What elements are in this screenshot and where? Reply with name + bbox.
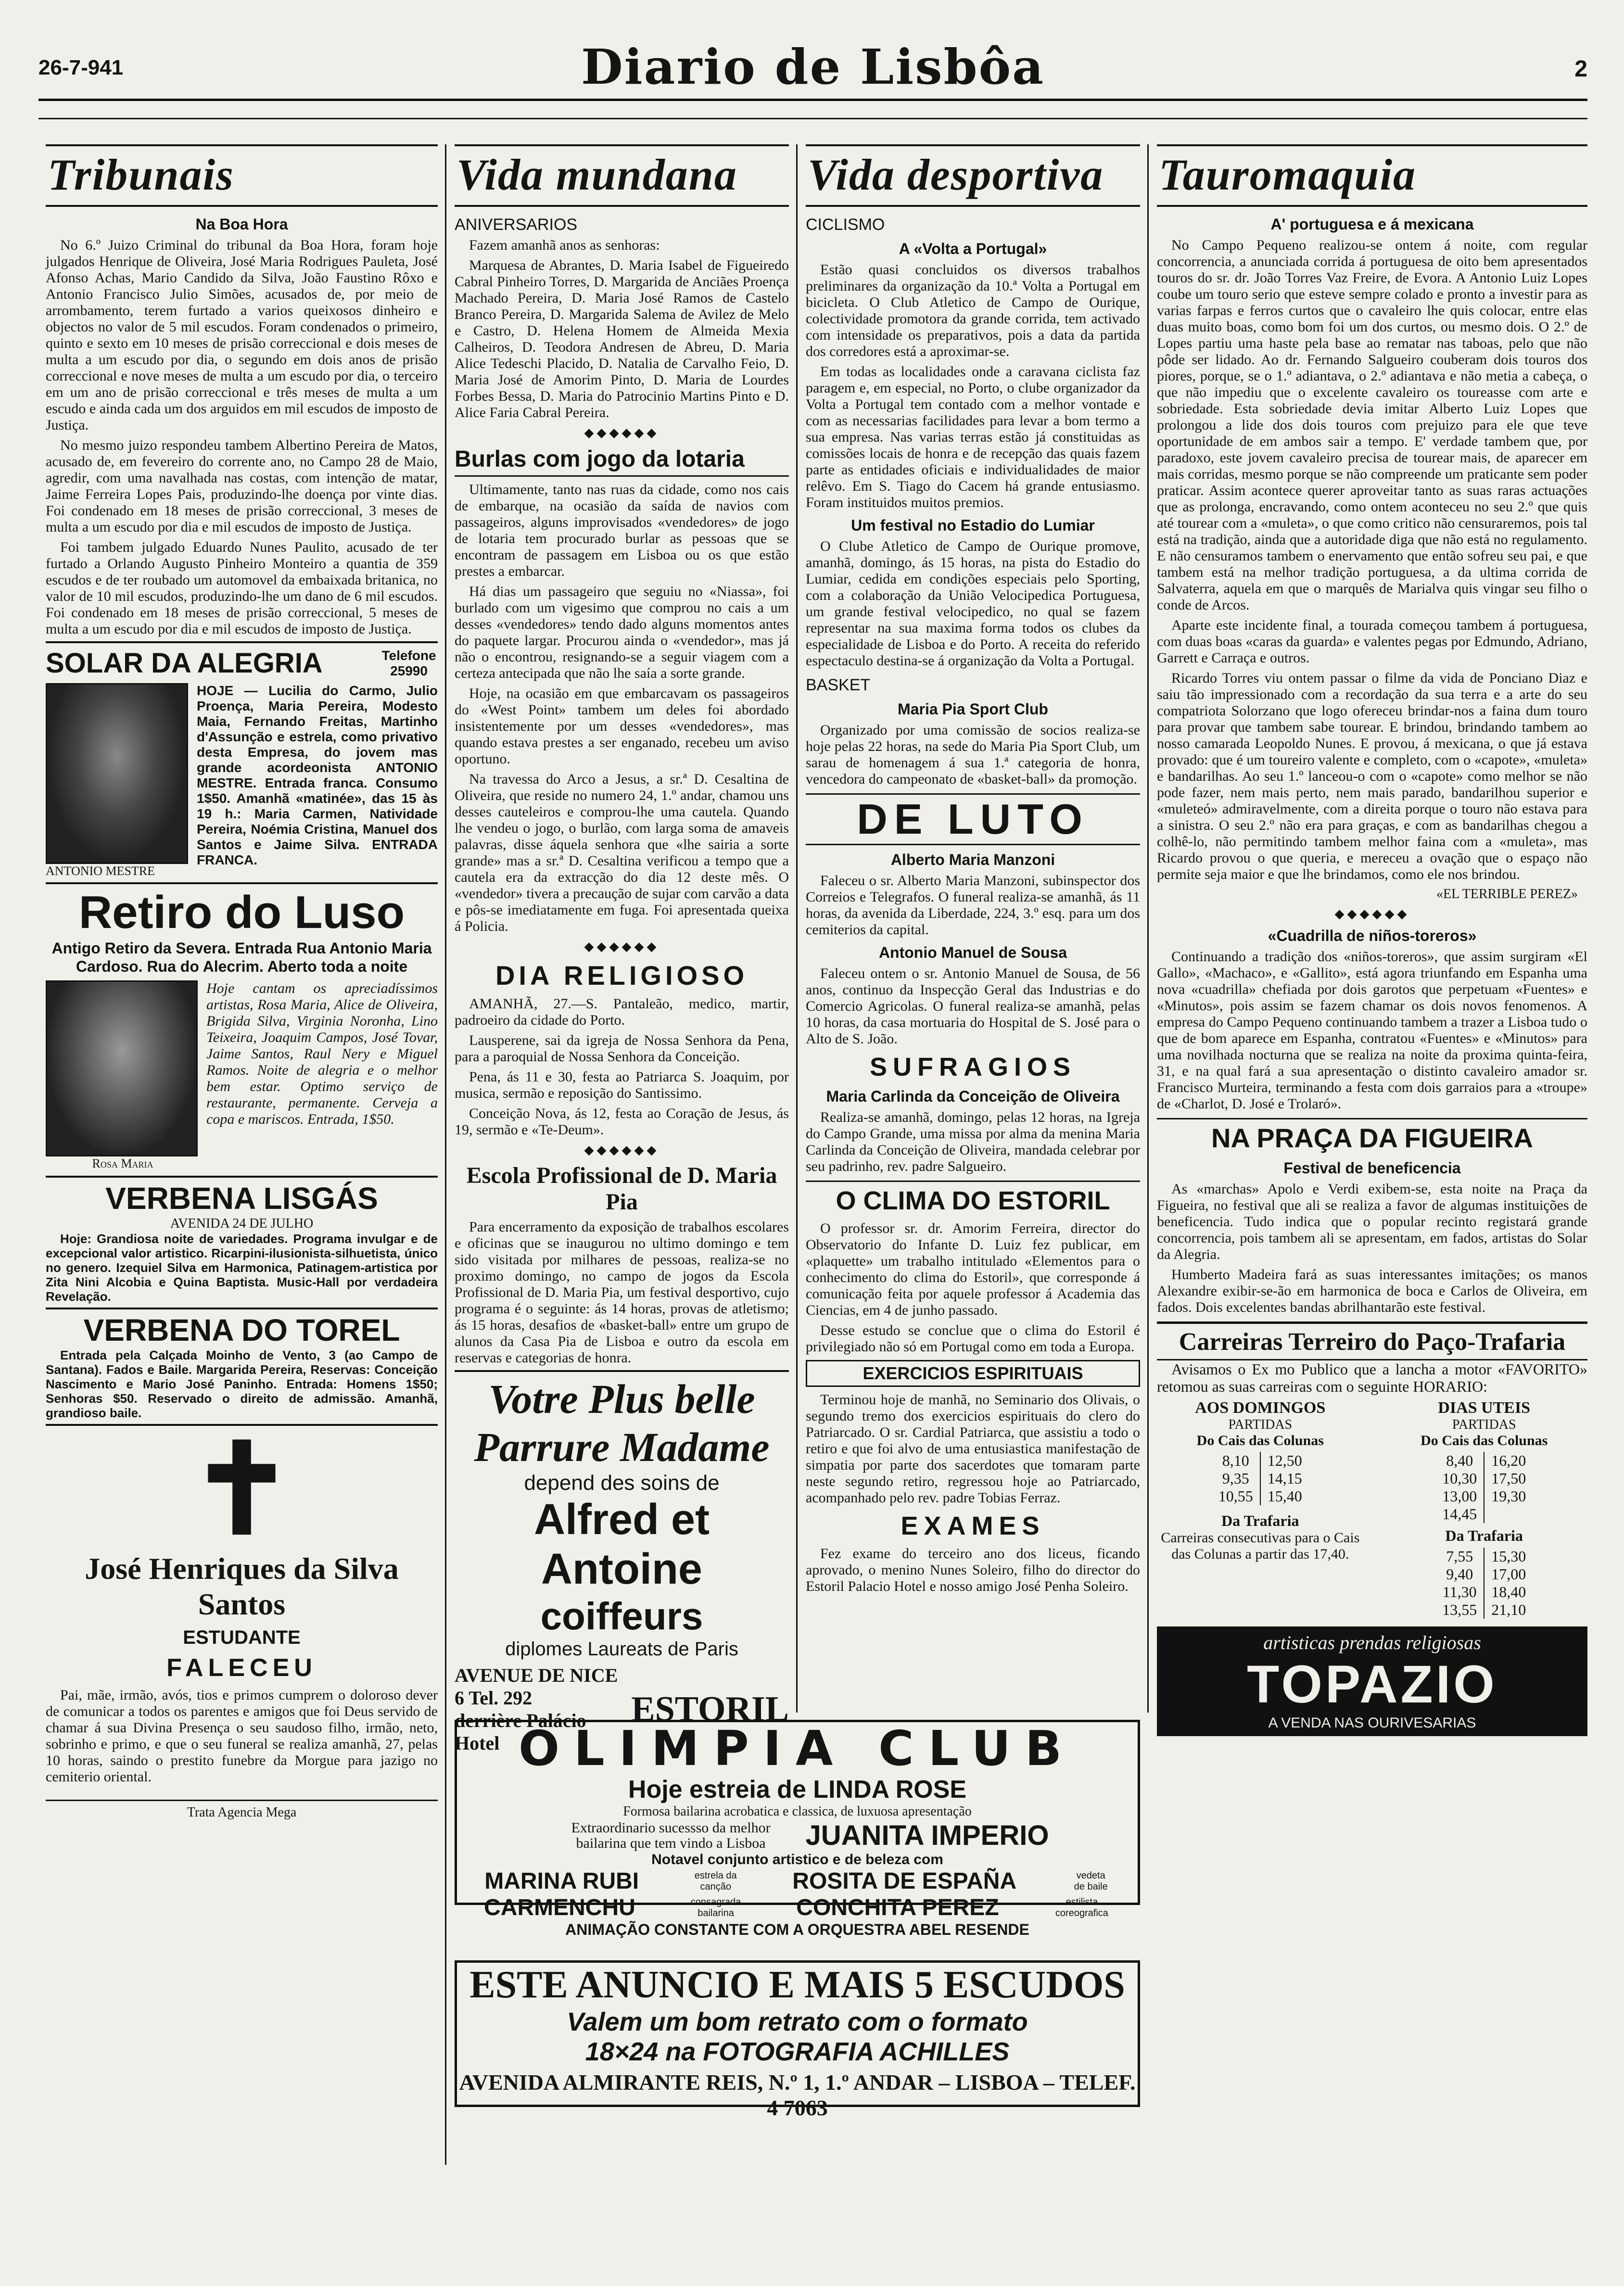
paragraph: Organizado por uma comissão de socios realiza-se hoje pelas 22 horas, na sede do Maria Pia Sport Club, um sarau de homenagem á sua 1.ª categoria de honra, vencedora do campeonato de «basket-ball» da promoção. [806, 722, 1140, 787]
cross-icon: ✝ [189, 1422, 294, 1560]
obit-role: ESTUDANTE [183, 1627, 301, 1648]
schedule-time: 13,00 [1435, 1487, 1484, 1505]
schedule-heading: DIAS UTEIS [1438, 1399, 1531, 1417]
schedule-row [1435, 1601, 1533, 1619]
olimpia-line: Notavel conjunto artistico e de beleza com [651, 1852, 943, 1867]
photo-caption: Rosa Maria [92, 1156, 153, 1170]
olimpia-role: vedeta de baile [1074, 1870, 1108, 1892]
subhead-maria-carlinda: Maria Carlinda da Conceição de Oliveira [826, 1088, 1120, 1105]
schedule-row [1435, 1505, 1533, 1523]
page-number: 2 [1574, 56, 1587, 82]
achilles-line: Valem um bom retrato com o formato [567, 2007, 1028, 2036]
alfred-line: Alfred et Antoine [533, 1496, 710, 1593]
paragraph: Humberto Madeira fará as suas interessantes imitações; os manos Alexandre exibir-se-ão em harmonica de boca e Carlos de Oliveira, em fados. Dois excelentes bandas abrilhantarão este festival. [1157, 1267, 1587, 1315]
section-header-vida-mundana: Vida mundana [455, 144, 789, 207]
masthead [34, 38, 1592, 95]
schedule-time: 14,15 [1267, 1470, 1302, 1487]
subhead-maria-pia: Maria Pia Sport Club [898, 700, 1048, 718]
headline-de-luto: DE LUTO [806, 793, 1140, 845]
paragraph: Faleceu o sr. Alberto Maria Manzoni, subinspector dos Correios e Telegrafos. O funeral realiza-se amanhã, ás 11 horas, da avenida da Liberdade, 224, 3.º esq. para um dos cemiterios da capital. [806, 873, 1140, 938]
carreiras-intro: Avisamos o Ex mo Publico que a lancha a motor «FAVORITO» retomou as suas carreiras com o seguinte HORARIO: [1157, 1360, 1587, 1395]
newspaper-title: Diario de Lisbôa [581, 38, 1045, 95]
schedule-row [1212, 1487, 1309, 1505]
schedule-time: 10,55 [1212, 1487, 1260, 1505]
paragraph: Continuando a tradição dos «niños-toreros», que assim surgiram «El Gallo», «Machaco», e «Gallito», está agora triunfando em Espanha uma nova «cuadrilla» chefiada por dois garotos que perpetuam «Fuentes» e «Minutos», pois assim se fazem chamar os dois novos fenomenos. A empresa do Campo Pequeno continuando tambem a trazer a Lisboa tudo o que de bom aparece em Espanha, contratou «Fuentes» e «Minutos» para uma novilhada nocturna que se realiza na noite da proxima quinta-feira, 31, e na qual fará a sua apresentação o distinto cavaleiro amador sr. Francisco Murteira, terminando a festa com dois garraios para a «troupe» de «Charlot, D. José e Trolaró». [1157, 949, 1587, 1112]
schedule-row [1435, 1583, 1533, 1601]
paragraph: AMANHÃ, 27.—S. Pantaleão, medico, martir, padroeiro da cidade do Porto. [455, 996, 789, 1028]
obit-name: José Henriques da Silva Santos [85, 1551, 399, 1621]
achilles-ad [455, 1960, 1140, 2120]
schedule-time: 14,45 [1435, 1505, 1484, 1523]
paragraph: Desse estudo se conclue que o clima do Estoril é privilegiado não só em Portugal como em toda a Europa. [806, 1322, 1140, 1355]
schedule-time: 17,50 [1491, 1470, 1526, 1487]
verbena-lisgas-ad [46, 1176, 438, 1304]
schedule-time: 8,10 [1212, 1452, 1260, 1470]
achilles-address: AVENIDA ALMIRANTE REIS, N.º 1, 1.º ANDAR – LISBOA – TELEF. 4 7063 [459, 2070, 1136, 2120]
subhead-manzoni: Alberto Maria Manzoni [890, 851, 1055, 868]
retiro-ad [46, 882, 438, 1171]
schedule-sub: PARTIDAS [1228, 1417, 1293, 1432]
headline-clima-estoril: O CLIMA DO ESTORIL [806, 1181, 1140, 1216]
schedule-row [1435, 1565, 1533, 1583]
paragraph: No Campo Pequeno realizou-se ontem á noite, com regular concorrencia, a anunciada corrida á portuguesa de oito bem apresentados touros do sr. dr. João Torres Vaz Freire, de Evora. A Antonio Luiz Lopes coube um touro serio que esteve sempre colado e pronto a investir para as varias farpas e ferros curtos que o cavaleiro lhe quis colocar, entre elas duas muito boas, como bom foi um dos curtos, ou mesmo dois. O 2.º de Lopes partiu uma haste pela base ao rematar nas taboas, pelo que não pôde ser lidado. Ao dr. Fernando Salgueiro couberam dois touros dos piores, porque, se o 1.º adiantava, o 2.º adiantava e não metia a cabeça, o que não impediu que o excelente cavaleiro os toureasse com arte e sobriedade. Esta sobriedade devia imitar Alberto Luiz Lopes que prolongou a lide dos dois touros com prejuizo para ele que teve oportunidade de em ambos sair a tempo. E' verdade tambem que, por paradoxo, este jovem cavaleiro precisa de tourear mais, de aparecer em mais corridas, mesmo porque se não compreende um praticante sem poder praticar. Assim acontece querer aproveitar tanto as suas raras actuações que as prolonga, encravando, como ontem aconteceu no seu 2.º que quis até tourear com a «muleta», o que como critico não censuraremos, pois tal está na tradição, ainda que a autoridade diga que não está no regulamento. E não censuramos tambem o enervamento que então sofreu seu pai, e que tambem está na melhor tradição portuguesa, a da ultima corrida de Salvaterra, aquela em que o marquês de Marialva quis vingar seu filho o conde de Arcos. [1157, 237, 1587, 613]
headline-burlas: Burlas com jogo da lotaria [455, 446, 789, 477]
topazio-top: artisticas prendas religiosas [1263, 1632, 1481, 1653]
olimpia-artist: CARMENCHU [484, 1895, 635, 1920]
schedule-row [1212, 1470, 1309, 1487]
obit-text: Pai, mãe, irmão, avós, tios e primos cumprem o doloroso dever de comunicar a todos os parentes e amigos que foi Deus servido de chamar á sua Divina Presença o seu saudoso filho, irmão, neto, sobrinho e primo, e que o seu funeral se realiza amanhã, 27, pelas 10 horas, saindo o prestito funebre da Morgue para jazigo no cemiterio oriental. [46, 1687, 438, 1785]
obit-status: FALECEU [166, 1654, 317, 1682]
schedule-time: 21,10 [1491, 1601, 1526, 1618]
antonio-mestre-photo [46, 683, 188, 864]
schedule-row [1435, 1487, 1533, 1505]
subhead-cuadrilla: «Cuadrilla de niños-toreros» [1268, 927, 1477, 944]
alfred-estoril: ESTORIL [631, 1689, 789, 1729]
traf-text: Carreiras consecutivas para o Cais das Colunas a partir das 17,40. [1161, 1530, 1360, 1562]
alfred-line: diplomes Laureats de Paris [505, 1638, 738, 1660]
schedule-table-uteis [1435, 1452, 1533, 1523]
topazio-name: TOPAZIO [1247, 1655, 1497, 1714]
verbena-torel-ad [46, 1308, 438, 1420]
retiro-name: Retiro do Luso [78, 887, 405, 938]
paragraph: Ricardo Torres viu ontem passar o filme da vida de Ponciano Diaz e saiu tão impressionado com a recordação da sua terra e a arte do seu compatriota Solorzano que logo ofereceu brindar-nos a faina dum touro para provar que tambem sabe tourear. E brindou, brindando tambem ao nosso camarada Leopoldo Nunes. E provou, á mexicana, o que já estava provado: que é um toureiro valente e completo, com o «capote», «muleta» e bandarilhas. Ao seu 1.º lanceou-o com o «capote» como melhor se não pode fazer, nem mais perto, nem mais parado, bandarilhou superior e «muleteó» admiravelmente, com a direita porque o touro não estava para a sinistra. O seu 2.º não era para graças, e com as bandarilhas chegou a colhê-lo, não permitindo tambem melhor faina com a «muleta», mas Ricardo provou o que queria, e mereceu a ovação que o espaço não permite seja maior e que lhe brindamos, como ele nos brindou. [1157, 670, 1587, 882]
schedule-row [1435, 1452, 1533, 1470]
verbena-torel-text: Entrada pela Calçada Moinho de Vento, 3 (ao Campo de Santana). Fados e Baile. Margarida Pereira, Reservas: Conceição Nascimento e Mario José Paninho. Entrada: Homens 1$50; Senhoras $50. Reservado o direito de admissão. Amanhã, grandioso baile. [46, 1348, 438, 1420]
paragraph: No 6.º Juizo Criminal do tribunal da Boa Hora, foram hoje julgados Henrique de Oliveira, José Maria Rodrigues Pauleta, José Afonso Achas, Mario Candido da Silva, João Faustino Rôxo e Antonio Francisco Julio Simões, acusados de, por meio de arrombamento, terem furtado a varios queixosos dinheiro e objectos no valor de 5 mil escudos. Foram condenados o primeiro, quinto e sexto em 10 meses de prisão correccional e dois meses de multa a um escudo por dia, o segundo em dois anos de prisão correccional e nove meses de multa a um escudo por dia, o terceiro em um ano de prisão correccional e três meses de multa a um escudo e ainda cada um dos arguidos em mil escudos de imposto de Justiça. [46, 237, 438, 433]
olimpia-role: estilista coreografica [1055, 1896, 1108, 1918]
schedule-sub: Do Cais das Colunas [1421, 1433, 1548, 1448]
alfred-line: Votre Plus belle [488, 1376, 755, 1422]
solar-name: SOLAR DA ALEGRIA [46, 648, 323, 679]
schedule-time: 18,40 [1491, 1583, 1526, 1600]
schedule-time [1484, 1505, 1533, 1523]
section-header-tauromaquia: Tauromaquia [1157, 144, 1587, 207]
achilles-line: ESTE ANUNCIO E MAIS 5 ESCUDOS [469, 1964, 1125, 2006]
paragraph: Aparte este incidente final, a tourada começou tambem á portuguesa, com duas boas «caras da guarda» e valentes pegas por Edmundo, Adriano, Garrett e Carraça e outros. [1157, 617, 1587, 666]
label-basket: BASKET [806, 676, 871, 694]
schedule-time: 15,40 [1267, 1487, 1302, 1505]
paragraph: Faleceu ontem o sr. Antonio Manuel de Sousa, de 56 anos, continuo da Inspecção Geral das Industrias e do Comercio Agricolas. O funeral realiza-se amanhã, pelas 10 horas, da casa mortuaria do Hospital de S. José para o Alto de S. João. [806, 965, 1140, 1047]
author-signature: «EL TERRIBLE PEREZ» [1436, 887, 1578, 902]
paragraph: O Clube Atletico de Campo de Ourique promove, amanhã, domingo, ás 15 horas, na pista do Estadio do Lumiar, cedida em condições especiais pelo Sporting, com a colaboração da União Velocipedica Portuguesa, um grande festival velocipedico, no qual se fazem representar na sua maxima forma todos os clubes da especialidade de Lisboa e do Porto. A receita do referido espectaculo destina-se á organização da Volta a Portugal. [806, 538, 1140, 669]
paragraph: Pena, ás 11 e 30, festa ao Patriarca S. Joaquim, por musica, sermão e reposição do Santissimo. [455, 1069, 789, 1101]
alfred-antoine-ad [455, 1370, 789, 1754]
schedule-time: 7,55 [1435, 1548, 1484, 1565]
column-vida-desportiva [806, 144, 1140, 1713]
schedule-heading: Da Trafaria [1221, 1512, 1299, 1529]
paragraph: No mesmo juizo respondeu tambem Albertino Pereira de Matos, acusado de, em fevereiro do corrente ano, no Campo 28 de Maio, agredir, com uma navalhada nas costas, com intenção de matar, Jaime Ferreira Lopes Pais, produzindo-lhe doença por vinte dias. Foi condenado em 18 meses de prisão correccional, 3 meses de multa a um escudo por dia e mil escudos de imposto de Justiça. [46, 437, 438, 535]
schedule-time: 15,30 [1491, 1548, 1526, 1565]
headline-escola: Escola Profissional de D. Maria Pia [466, 1163, 777, 1215]
olimpia-role: consagrada bailarina [690, 1896, 741, 1918]
alfred-address: AVENUE DE NICE 6 Tel. 292 [455, 1664, 618, 1709]
olimpia-sub: Hoje estreia de LINDA ROSE [628, 1776, 967, 1803]
schedule-table-trafaria [1435, 1548, 1533, 1619]
subhead-festival: Festival de beneficencia [1283, 1159, 1461, 1177]
alfred-line: depend des soins de [524, 1471, 720, 1495]
section-header-tribunais: Tribunais [46, 144, 438, 207]
solar-phone: Telefone 25990 [381, 648, 436, 678]
paragraph: Fez exame do terceiro ano dos liceus, ficando aprovado, o menino Nunes Soleiro, filho do director do Estoril Palacio Hotel e nosso amigo José Penha Soleiro. [806, 1546, 1140, 1594]
schedule-time: 19,30 [1491, 1487, 1526, 1505]
olimpia-artist: ROSITA DE ESPAÑA [792, 1868, 1017, 1894]
paragraph: Terminou hoje de manhã, no Seminario dos Olivais, o segundo tremo dos exercicios espirituais do clero do Patriarcado. O sr. Cardial Patriarca, que assistiu a todo o retiro e que foi alvo de uma entusiastica manifestação de simpatia por parte dos sacerdotes que tomaram parte neste segundo retiro, regressou hoje ao Patriarcado, acompanhado pelo rev. padre Tobias Ferraz. [806, 1392, 1140, 1506]
photo-caption: ANTONIO MESTRE [46, 864, 155, 878]
paragraph: Ultimamente, tanto nas ruas da cidade, como nos cais de embarque, na ocasião da saída de navios com passageiros, alguns improvisados «vendedores» de jogo de lotaria tem procurado burlar as pessoas que se encontram de passagem em Lisboa ou os que estão prestes a embarcar. [455, 482, 789, 579]
schedule-time: 9,40 [1435, 1565, 1484, 1583]
schedule-time: 10,30 [1435, 1470, 1484, 1487]
paragraph: Marquesa de Abrantes, D. Maria Isabel de Figueiredo Cabral Pinheiro Torres, D. Margarida de Anciães Proença Machado Pereira, D. Maria José Ramos de Castelo Branco Pereira, D. Margarida Salema de Avilez de Melo e Castro, D. Helena Homem de Almeida Mexia Calheiros, D. Teodora Andresen de Abreu, D. Maria Alice Tedeschi Placido, D. Natalia de Carvalho Feio, D. Maria José de Amorim Pinto, D. Maria de Lourdes Forbes Bessa, D. Maria do Patrocinio Martins Pinto e D. Alice Faria Cabral Pereira. [455, 257, 789, 420]
schedule-time: 9,35 [1212, 1470, 1260, 1487]
schedule-heading: Da Trafaria [1445, 1527, 1523, 1544]
retiro-sub: Antigo Retiro da Severa. Entrada Rua Antonio Maria Cardoso. Rua do Alecrim. Aberto toda a noite [51, 940, 432, 975]
olimpia-role: estrela da canção [694, 1870, 737, 1892]
paragraph: Hoje, na ocasião em que embarcavam os passageiros do «West Point» tambem um deles foi abordado insistentemente por um desses «vendedores», mas quando estava prestes a ser enganado, recebeu um aviso oportuno. [455, 686, 789, 767]
solar-text: HOJE — Lucilia do Carmo, Julio Proença, Maria Pereira, Modesto Maia, Fernando Freitas, Martinho d'Assunção e estrela, como privativo desta Empresa, do jovem mas grande acordeonista ANTONIO MESTRE. Entrada franca. Consumo 1$50. Amanhã «matinée», das 15 às 19 h.: Maria Carmen, Natividade Pereira, Noémia Cristina, Manuel dos Santos e Jaime Silva. ENTRADA FRANCA. [197, 683, 438, 867]
olimpia-artist: MARINA RUBI [484, 1868, 639, 1894]
headline-exames: EXAMES [901, 1511, 1045, 1540]
section-header-vida-desportiva: Vida desportiva [806, 144, 1140, 207]
achilles-line: 18×24 na FOTOGRAFIA ACHILLES [585, 2037, 1010, 2066]
paragraph: Há dias um passageiro que seguiu no «Niassa», foi burlado com um vigesimo que comprou no cais a um desses «vendedores» tendo dado alguns momentos antes do paquete largar. Procurou ainda o «vendedor», mas já não o encontrou, resignando-se a seguir viagem com a certeza antecipada que não lhe saía a sorte grande. [455, 584, 789, 681]
schedule-time: 13,55 [1435, 1601, 1484, 1619]
paragraph: Conceição Nova, ás 12, festa ao Coração de Jesus, ás 19, sermão e «Te-Deum». [455, 1105, 789, 1138]
paragraph: Fazem amanhã anos as senhoras: [469, 237, 660, 253]
verbena-lisgas-text: Hoje: Grandiosa noite de variedades. Programa invulgar e de excepcional valor artistico. Ricarpini-ilusionista-silhuetista, único no genero. Izequiel Silva em Harmonica, Patinagem-artistica por Zita Nini Alcobia e Quina Baptista. Music-Hall por verdadeira Revelação. [46, 1232, 438, 1304]
issue-date: 26-7-941 [38, 56, 124, 79]
olimpia-juanita: JUANITA IMPERIO [805, 1820, 1049, 1851]
verbena-lisgas-name: VERBENA LISGÁS [105, 1181, 378, 1216]
paragraph: Estão quasi concluidos os diversos trabalhos preliminares da organização da 10.ª Volta a Portugal em bicicleta. O Club Atletico de Campo de Ourique, colectividade promotora da grande corrida, tem activado com intensidade os preparativos, pois a data da partida dos corredores está a aproximar-se. [806, 262, 1140, 359]
alfred-address: derrière Palácio Hotel [455, 1710, 586, 1754]
olimpia-artist: CONCHITA PEREZ [796, 1895, 999, 1920]
alfred-line: coiffeurs [540, 1595, 703, 1638]
paragraph: O professor sr. dr. Amorim Ferreira, director do Observatorio do Infante D. Luiz fez publicar, em «plaquette» um trabalho intitulado «Elementos para o conhecimento do clima do Estoril», que corresponde á comunicação feita por aquele professor á Academia das Ciencias, em 4 de junho passado. [806, 1220, 1140, 1318]
schedule-time: 17,00 [1491, 1565, 1526, 1583]
solar-ad [46, 641, 438, 878]
paragraph: Em todas as localidades onde a caravana ciclista faz paragem e, em especial, no Porto, o clube organizador da Volta a Portugal tem contado com a melhor vontade e com as necessarias facilidades para levar a bom termo a sua empresa. Nas varias terras estão já constituidas as comissões locais de honra e de recepção das quais fazem parte as entidades oficiais e individualidades de maior relêvo. Em S. Tiago do Cacem há grande entusiasmo. Foram instituidos muitos premios. [806, 364, 1140, 510]
olimpia-line: Extraordinario sucessso da melhor bailarina que tem vindo a Lisboa [571, 1819, 771, 1851]
obituary [46, 1424, 438, 1820]
paragraph: As «marchas» Apolo e Verdi exibem-se, esta noite na Praça da Figueira, no festival que ali se realiza a favor de algumas instituições de beneficencia. Tudo indica que o popular recinto registará grande concorrencia, pois tambem ali se apresentam, em fados, artistas do Solar da Alegria. [1157, 1181, 1587, 1262]
schedule-time: 11,30 [1435, 1583, 1484, 1601]
column-divider [445, 144, 446, 2165]
label-aniversarios: ANIVERSARIOS [455, 216, 578, 234]
schedule-row [1435, 1548, 1533, 1565]
schedule-sub: PARTIDAS [1452, 1417, 1516, 1432]
paragraph: Realiza-se amanhã, domingo, pelas 12 horas, na Igreja do Campo Grande, uma missa por alma da menina Maria Carlinda da Conceição de Oliveira, mandada celebrar por seu padrinho, rev. padre Salgueiro. [806, 1109, 1140, 1174]
schedule-table-domingos [1212, 1452, 1309, 1505]
schedule-row [1212, 1452, 1309, 1470]
column-tribunais [46, 144, 438, 2227]
paragraph: Foi tambem julgado Eduardo Nunes Paulito, acusado de ter furtado a Orlando Augusto Pinheiro Monteiro a quantia de 359 escudos e de ter roubado um automovel da embaixada britanica, no valor de 10 mil escudos, produzindo-lhe um dano de 6 mil escudos. Foi condenado em 18 meses de prisão correccional, 5 meses de multa a um escudo por dia e mil escudos de imposto de Justiça. [46, 539, 438, 637]
retiro-text: Hoje cantam os apreciadíssimos artistas, Rosa Maria, Alice de Oliveira, Brigida Silva, Virginia Noronha, Lino Teixeira, Joaquim Campos, José Tovar, Jaime Santos, Raul Nery e Miguel Ramos. Noite de alegria e o melhor bem estar. Optimo serviço de restaurante, permanente. Cerveja a copa e mariscos. Entrada, 1$50. [206, 980, 438, 1127]
column-divider [796, 144, 798, 1713]
olimpia-line: Formosa bailarina acrobatica e classica, de luxuosa apresentação [623, 1804, 972, 1819]
schedule-row [1435, 1470, 1533, 1487]
paragraph: Lausperene, sai da igreja de Nossa Senhora da Pena, para a paroquial de Nossa Senhora da Conceição. [455, 1032, 789, 1065]
masthead-rule [38, 99, 1587, 101]
schedule-time: 16,20 [1491, 1452, 1526, 1469]
label-ciclismo: CICLISMO [806, 216, 885, 234]
schedule-time: 12,50 [1267, 1452, 1302, 1469]
carreiras-ad [1157, 1321, 1587, 1622]
column-vida-mundana: Vida mundana ANIVERSARIOS Fazem amanhã anos as senhoras: Marquesa de Abrantes, D. Maria Isabel de Figueiredo Cabral Pinheiro Torres, D. Margarida de Anciães Proença Machado Pereira, D. Maria José Ramos de Castelo Branco Pereira, D. Margarida Salema de Avilez de Melo e Castro, D. Helena Homem de Almeida Mexia Calheiros, D. Teodora Andresen de Abreu, D. Maria Alice Tedeschi Placido, D. Natalia de Carvalho Feio, D. Maria José de Amorim Pinto, D. Maria de Lourdes Forbes Bessa, D. Maria do Patrocinio Martins Pinto e D. Alice Faria Cabral Pereira. ◆◆◆◆◆◆ Burlas com jogo da lotaria Ultimamente, tanto nas ruas da cidade, como nos cais de embarque, na ocasião da saída de navios com passageiros, alguns improvisados «vendedores» de jogo de lotaria tem procurado burlar as pessoas que se encontram de passagem em Lisboa ou os que estão prestes a embarcar. Há dias um passageiro que seguiu no «Niassa», foi burlado com um vigesimo que comprou no cais a um desses «vendedores» tendo dado alguns momentos antes do paquete largar. Procurou ainda o «vendedor», mas já não o encontrou, resignando-se a seguir viagem com a certeza antecipada que não lhe saía a sorte grande. Hoje, na ocasião em que embarcavam os passageiros do «West Point» tambem um deles foi abordado insistentemente por um desses «vendedores», mas quando estava prestes a ser enganado, recebeu um aviso oportuno. Na travessa do Arco a Jesus, a sr.ª D. Cesaltina de Oliveira, que reside no numero 24, 1.º andar, chamou uns desses cauteleiros e comprou-lhe uma cautela. Quando lhe vendeu o jogo, o burlão, com larga soma de amaveis palavras, disse áquela senhora que «lhe sairia a sorte grande» mas a sr.ª D. Cesaltina verificou a tempo que a cautela era da extracção do dia 12 deste mês. O «vendedor» tivera a precaução de sujar com carvão a data e pôs-se imediatamente em fuga. Foi apresentada queixa á Policia. ◆◆◆◆◆◆ DIA RELIGIOSO AMANHÃ, 27.—S. Pantaleão, medico, martir, padroeiro da cidade do Porto. Lausperene, sai da igreja de Nossa Senhora da Pena, para a paroquial de Nossa Senhora da Conceição. Pena, ás 11 e 30, festa ao Patriarca S. Joaquim, por musica, sermão e reposição do Santissimo. Conceição Nova, ás 12, festa ao Coração de Jesus, ás 19, sermão e «Te-Deum». ◆◆◆◆◆◆ Escola Profissional de D. Maria Pia Para encerramento da exposição de trabalhos escolares e oficinas que se inaugurou no ultimo domingo e tem sido visitada por milhares de pessoas, realiza-se no proximo domingo, no campo de jogos da Escola Profissional de D. Maria Pia, um festival desportivo, cujo programa é o seguinte: ás 14 horas, provas de atletismo; ás 15 horas, desafios de «basket-ball» entre um grupo de alunos da Casa Pia de Lisboa e outro da escola em reservas e categorias de honra. Votre Plus belle Parrure Madame depend des soins de Alfred et Antoine coiffeurs diplomes Laureats de Paris AVENUE DE NICE 6 Tel. 292 derrière Palácio Hotel ESTORIL [455, 144, 789, 1713]
obit-agency: Trata Agencia Mega [46, 1800, 438, 1820]
subhead-lumiar: Um festival no Estadio do Lumiar [851, 517, 1095, 534]
top-border-rule [38, 118, 1587, 119]
paragraph: Para encerramento da exposição de trabalhos escolares e oficinas que se inaugurou no ultimo domingo e tem sido visitada por milhares de pessoas, realiza-se no proximo domingo, no campo de jogos da Escola Profissional de D. Maria Pia, um festival desportivo, cujo programa é o seguinte: ás 14 horas, provas de atletismo; ás 15 horas, desafios de «basket-ball» entre um grupo de alunos da Casa Pia de Lisboa e outro da escola em reservas e categorias de honra. [455, 1219, 789, 1366]
alfred-line: Parrure Madame [474, 1424, 770, 1470]
rosa-maria-photo [46, 980, 198, 1156]
headline-exercicios: EXERCICIOS ESPIRITUAIS [806, 1360, 1140, 1387]
carreiras-title: Carreiras Terreiro do Paço-Trafaria [1157, 1328, 1587, 1360]
verbena-lisgas-address: AVENIDA 24 DE JULHO [170, 1216, 314, 1231]
paragraph: Na travessa do Arco a Jesus, a sr.ª D. Cesaltina de Oliveira, que reside no numero 24, 1.º andar, chamou uns desses cauteleiros e comprou-lhe uma cautela. Quando lhe vendeu o jogo, o burlão, com larga soma de amaveis palavras, disse áquela senhora que «lhe sairia a sorte grande» mas a sr.ª D. Cesaltina verificou a tempo que a cautela era da extracção do dia 12 deste mês. O «vendedor» tivera a precaução de sujar com carvão a data e pôs-se imediatamente em fuga. Foi apresentada queixa á Policia. [455, 771, 789, 934]
headline-dia-religioso: DIA RELIGIOSO [495, 960, 749, 991]
subhead-sousa: Antonio Manuel de Sousa [878, 944, 1067, 961]
verbena-torel-name: VERBENA DO TOREL [83, 1313, 400, 1347]
subhead-boa-hora: Na Boa Hora [195, 216, 288, 233]
olimpia-club-ad [455, 1720, 1140, 1938]
headline-praca-figueira: NA PRAÇA DA FIGUEIRA [1157, 1118, 1587, 1154]
column-divider [1147, 144, 1149, 1713]
topazio-ad [1157, 1626, 1587, 1736]
topazio-bottom: A VENDA NAS OURIVESARIAS [1268, 1715, 1476, 1731]
subhead-portuguesa-mexicana: A' portuguesa e á mexicana [1270, 216, 1474, 233]
schedule-heading: AOS DOMINGOS [1195, 1399, 1326, 1417]
schedule-time: 8,40 [1435, 1452, 1484, 1470]
headline-sufragios: SUFRAGIOS [869, 1053, 1077, 1081]
olimpia-animation: ANIMAÇÃO CONSTANTE COM A ORQUESTRA ABEL RESENDE [565, 1921, 1029, 1938]
column-tauromaquia: Tauromaquia A' portuguesa e á mexicana No Campo Pequeno realizou-se ontem á noite, com regular concorrencia, a anunciada corrida á portuguesa de oito bem apresentados touros do sr. dr. João Torres Vaz Freire, de Evora. A Antonio Luiz Lopes coube um touro serio que esteve sempre colado e pronto a investir para as varias farpas e ferros curtos que o cavaleiro lhe quis colocar, entre elas duas muito boas, como bom foi um dos curtos, ou mesmo dois. O 2.º de Lopes partiu uma haste pela base ao rematar nas taboas, pelo que não pôde ser lidado. Ao dr. Fernando Salgueiro couberam dois touros dos piores, porque, se o 1.º adiantava, o 2.º adiantava e não metia a cabeça, o que não impediu que o excelente cavaleiro os toureasse com arte e sobriedade. Esta sobriedade devia imitar Alberto Luiz Lopes que prolongou a lide dos dois touros com prejuizo para ele que teve oportunidade de em ambos sair a tempo. E' verdade tambem que, por paradoxo, este jovem cavaleiro precisa de tourear mais, de aparecer em mais corridas, mesmo porque se não compreende um praticante sem poder praticar. Assim acontece querer aproveitar tanto as suas raras actuações que as prolonga, encravando, como ontem aconteceu no seu 2.º que quis até tourear com a «muleta», o que como critico não censuraremos, pois tal está na tradição, ainda que a autoridade diga que não está no regulamento. E não censuramos tambem o enervamento que então sofreu seu pai, e que tambem está na melhor tradição portuguesa, a da ultima corrida de Salvaterra, aquela em que o marquês de Marialva quis vingar seu filho o conde de Arcos. Aparte este incidente final, a tourada começou tambem á portuguesa, com duas boas «caras da guarda» e valentes pegas por Edmundo, Adriano, Garrett e Carraça e outros. Ricardo Torres viu ontem passar o filme da vida de Ponciano Diaz e saiu tão impressionado com a recordação da sua terra e a arte do seu compatriota Solorzano que logo ofereceu brindar-nos a faina dum touro para provar que tambem sabe tourear. E brindou, brindando tambem ao nosso camarada Leopoldo Nunes. E provou, á mexicana, o que já estava provado: que é um toureiro valente e completo, com o «capote», «muleta» e bandarilhas. Ao seu 1.º lanceou-o com o «capote» como melhor se não pode fazer, nem mais perto, nem mais parado, bandarilhou superior e «muleteó» admiravelmente, com a direita porque o touro não estava para a sinistra. O seu 2.º não era para graças, e com as bandarilhas chegou a colhê-lo, não permitindo tambem melhor faina com a «muleta», mas Ricardo provou o que queria, e mereceu a ovação que o espaço não permite seja maior e que lhe brindamos, como ele nos brindou. «EL TERRIBLE PEREZ» ◆◆◆◆◆◆ «Cuadrilla de niños-toreros» Continuando a tradição dos «niños-toreros», que assim surgiram «El Gallo», «Machaco», e «Gallito», está agora triunfando em Espanha uma nova «cuadrilla» chefiada por dois garotos que perpetuam «Fuentes» e «Minutos», pois assim se fazem chamar os dois novos fenomenos. A empresa do Campo Pequeno continuando tambem a trazer a Lisboa tudo o que de bom aparece em Espanha, contratou «Fuentes» e «Minutos» para uma novilhada nocturna que se realiza na noite da proxima quinta-feira, 31, e na qual fará a sua apresentação o distinto cavaleiro amador sr. Francisco Murteira, terminando a festa com dois garraios para a «troupe» de «Charlot, D. José e Trolaró». NA PRAÇA DA FIGUEIRA Festival de beneficencia As «marchas» Apolo e Verdi exibem-se, esta noite na Praça da Figueira, no festival que ali se realiza a favor de algumas instituições de beneficencia. Tudo indica que o popular recinto registará grande concorrencia, pois tambem ali se apresentam, em fados, artistas do Solar da Alegria. Humberto Madeira fará as suas interessantes imitações; os manos Alexandre exibir-se-ão em harmonica de boca e Carlos de Oliveira, em fados. Dois excelentes bandas abrilhantarão este festival. Carreiras Terreiro do Paço-Trafaria Avisamos o Ex mo Publico que a lancha a motor «FAVORITO» retomou as suas carreiras com o seguinte HORARIO: AOS DOMINGOS PARTIDAS Do Cais das Colunas 8,10 12,50 9,35 14,15 10,55 15,40 Da Trafaria Carreiras consecutivas para o Cais das Colunas a partir das 17,40. DIAS UTEIS PARTIDAS Do Cais das Colunas 8,40 16,20 10,30 17,50 13,00 19,30 14,45 Da Trafaria 7,55 15,30 9,40 17,00 11,30 18,40 13,55 21,10 artisticas prendas religiosas TOPAZIO A VENDA NAS OURIVESARIAS [1157, 144, 1587, 2179]
schedule-sub: Do Cais das Colunas [1196, 1433, 1324, 1448]
olimpia-title: OLIMPIA CLUB [518, 1720, 1077, 1777]
subhead-volta: A «Volta a Portugal» [899, 240, 1047, 257]
